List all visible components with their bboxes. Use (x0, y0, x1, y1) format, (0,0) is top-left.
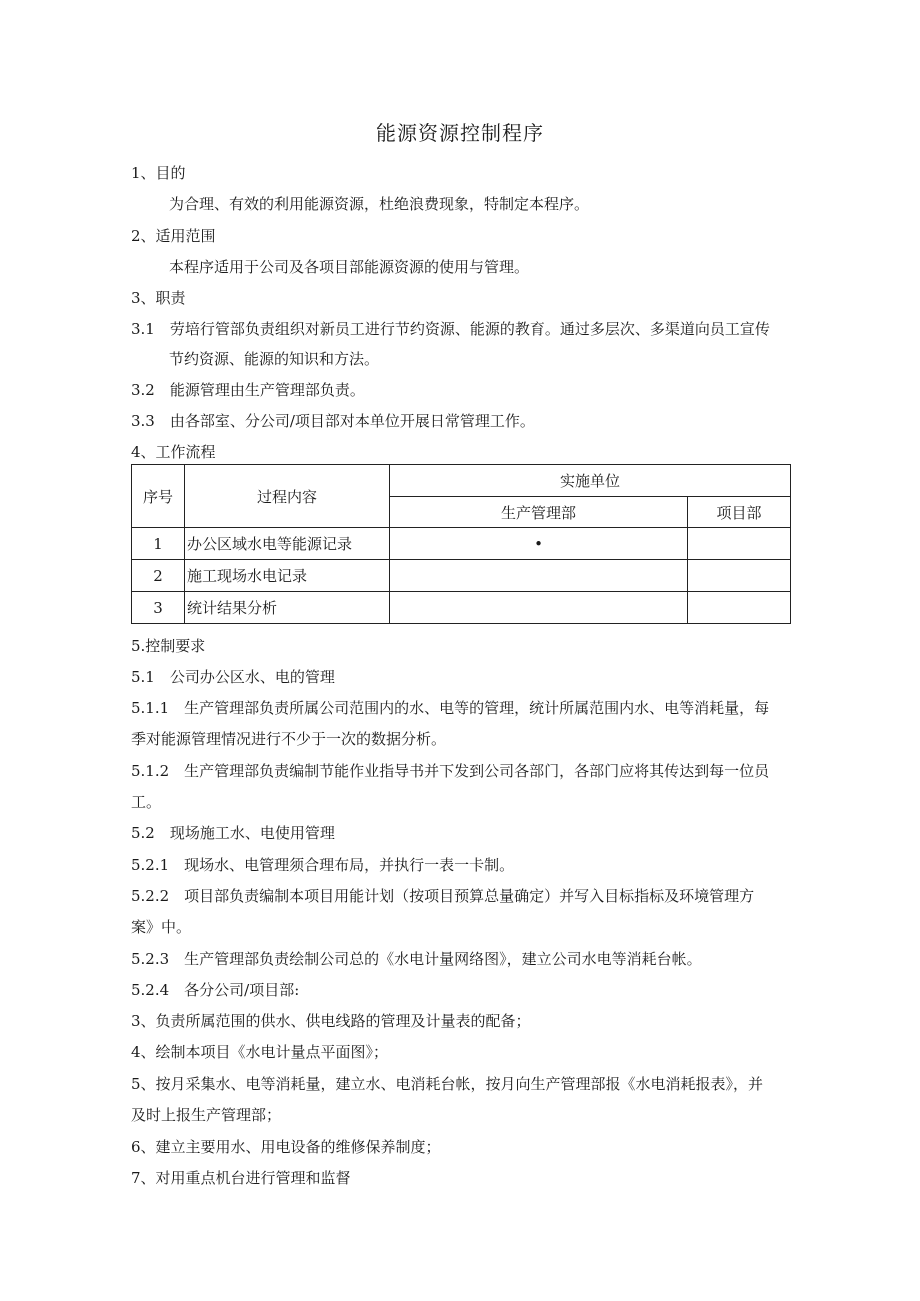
section-1-text: 为合理、有效的利用能源资源，杜绝浪费现象，特制定本程序。 (169, 195, 590, 213)
section-5-1-2-line2: 工。 (131, 793, 162, 811)
workflow-table (131, 464, 791, 624)
section-3-1-line2: 节约资源、能源的知识和方法。 (169, 350, 380, 368)
point-5-line1: 5、按月采集水、电等消耗量，建立水、电消耗台帐，按月向生产管理部报《水电消耗报表》，并 (131, 1075, 764, 1093)
point-4: 4、绘制本项目《水电计量点平面图》； (131, 1043, 389, 1061)
point-5-line2: 及时上报生产管理部； (131, 1106, 282, 1124)
row-proj-mark (688, 592, 791, 624)
table-header-proj: 项目部 (688, 497, 791, 528)
section-5-2: 5.2 现场施工水、电使用管理 (131, 824, 335, 842)
row-content: 统计结果分析 (185, 592, 390, 624)
row-proj-mark (688, 560, 791, 592)
point-3: 3、负责所属范围的供水、供电线路的管理及计量表的配备； (131, 1012, 531, 1030)
point-6: 6、建立主要用水、用电设备的维修保养制度； (131, 1138, 441, 1156)
section-3-2: 3.2 能源管理由生产管理部负责。 (131, 381, 365, 399)
section-2-heading: 2、适用范围 (131, 227, 216, 245)
table-header-prod: 生产管理部 (390, 497, 688, 528)
table-header-units: 实施单位 (390, 465, 791, 497)
section-5-2-4: 5.2.4 各分公司/项目部: (131, 981, 300, 999)
section-5-heading: 5.控制要求 (131, 637, 206, 655)
document-title: 能源资源控制程序 (376, 121, 544, 145)
section-2-text: 本程序适用于公司及各项目部能源资源的使用与管理。 (169, 258, 530, 276)
table-row (132, 560, 791, 592)
section-3-heading: 3、职责 (131, 289, 186, 307)
row-no: 3 (132, 592, 185, 624)
row-prod-mark (390, 560, 688, 592)
row-proj-mark (688, 528, 791, 560)
row-no: 1 (132, 528, 185, 560)
table-row (132, 528, 791, 560)
section-3-3: 3.3 由各部室、分公司/项目部对本单位开展日常管理工作。 (131, 412, 535, 430)
section-5-1-1-line2: 季对能源管理情况进行不少于一次的数据分析。 (131, 730, 447, 748)
section-5-2-2-line2: 案》中。 (131, 918, 192, 936)
section-5-1-2-line1: 5.1.2 生产管理部负责编制节能作业指导书并下发到公司各部门，各部门应将其传达到每一位员 (131, 762, 770, 780)
row-content: 施工现场水电记录 (185, 560, 390, 592)
table-header-no: 序号 (132, 465, 185, 528)
section-5-2-1: 5.2.1 现场水、电管理须合理布局，并执行一表一卡制。 (131, 856, 515, 874)
row-prod-mark: • (390, 528, 688, 560)
section-5-1: 5.1 公司办公区水、电的管理 (131, 668, 335, 686)
row-content: 办公区域水电等能源记录 (185, 528, 390, 560)
section-5-2-2-line1: 5.2.2 项目部负责编制本项目用能计划（按项目预算总量确定）并写入目标指标及环境管理方 (131, 887, 755, 905)
section-5-1-1-line1: 5.1.1 生产管理部负责所属公司范围内的水、电等的管理，统计所属范围内水、电等消耗量，每 (131, 699, 770, 717)
table-header-content: 过程内容 (185, 465, 390, 528)
row-prod-mark (390, 592, 688, 624)
row-no: 2 (132, 560, 185, 592)
point-7: 7、对用重点机台进行管理和监督 (131, 1169, 351, 1187)
table-row (132, 592, 791, 624)
section-3-1-line1: 3.1 劳培行管部负责组织对新员工进行节约资源、能源的教育。通过多层次、多渠道向员工宣传 (131, 320, 770, 338)
section-5-2-3: 5.2.3 生产管理部负责绘制公司总的《水电计量网络图》，建立公司水电等消耗台帐。 (131, 950, 702, 968)
section-4-heading: 4、工作流程 (131, 443, 216, 461)
section-1-heading: 1、目的 (131, 164, 186, 182)
